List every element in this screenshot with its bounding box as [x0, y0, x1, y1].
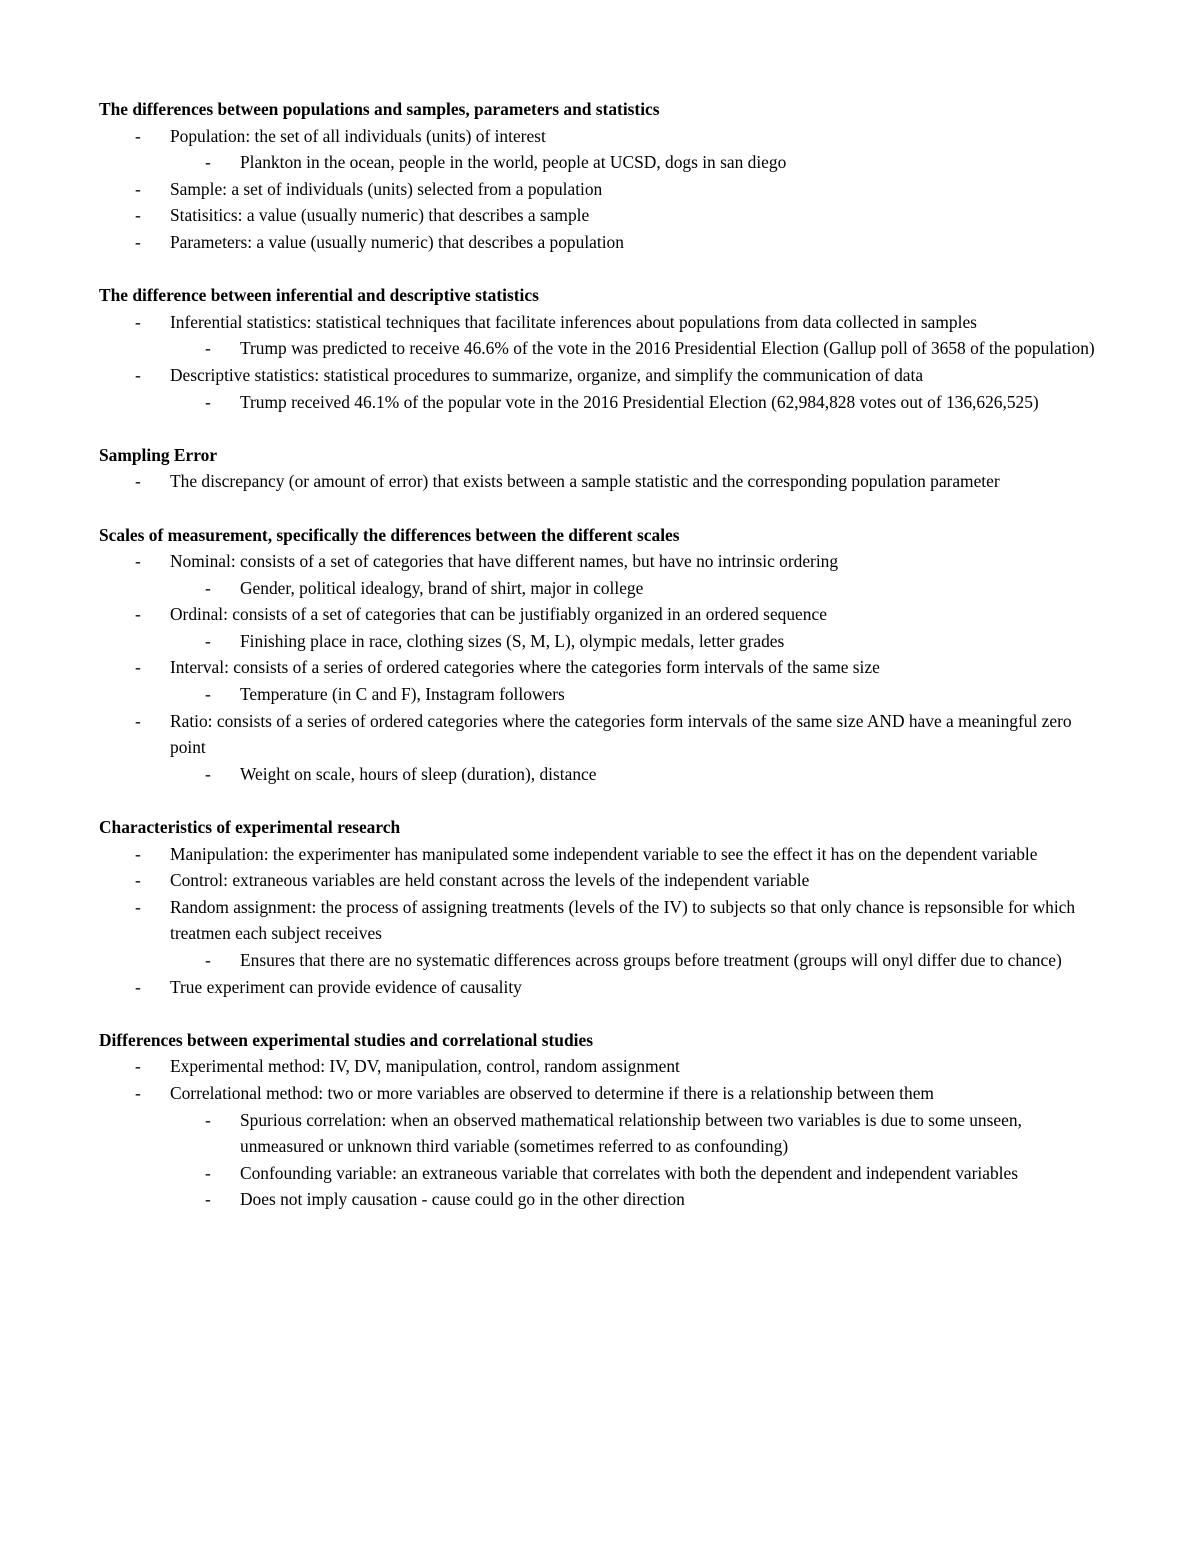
bullet-dash: -: [135, 125, 141, 146]
section: [99, 522, 1109, 788]
bullet-dash: -: [135, 870, 141, 891]
sub-list-item: [99, 149, 1109, 176]
sub-list-item-text: Gender, political idealogy, brand of shirt, major in college: [240, 577, 644, 598]
bullet-dash: -: [135, 178, 141, 199]
list-item: [99, 123, 1109, 176]
sub-list-item: [99, 947, 1109, 974]
sub-bullet-list: [170, 1107, 1109, 1213]
list-item: [99, 229, 1109, 256]
bullet-dash: -: [205, 338, 211, 359]
list-item-text: Population: the set of all individuals (units) of interest: [170, 125, 546, 146]
sub-bullet-list: [170, 761, 1109, 788]
bullet-dash: -: [135, 843, 141, 864]
bullet-dash: -: [205, 577, 211, 598]
section: [99, 282, 1109, 415]
list-item-text: Interval: consists of a series of ordered categories where the categories form intervals of the same size: [170, 657, 880, 678]
list-item: [99, 176, 1109, 203]
sub-list-item-text: Trump received 46.1% of the popular vote in the 2016 Presidential Election (62,984,828 votes out of 136,626,525): [240, 391, 1039, 412]
list-item-text: Experimental method: IV, DV, manipulation, control, random assignment: [170, 1056, 680, 1077]
sub-bullet-list: [170, 575, 1109, 602]
bullet-dash: -: [135, 471, 141, 492]
section-heading: Scales of measurement, specifically the differences between the different scales: [99, 524, 680, 545]
bullet-dash: -: [205, 763, 211, 784]
sub-list-item: [99, 1107, 1109, 1160]
bullet-list: [99, 1053, 1109, 1213]
bullet-dash: -: [205, 1189, 211, 1210]
sub-list-item: [99, 761, 1109, 788]
sub-list-item-text: Finishing place in race, clothing sizes (S, M, L), olympic medals, letter grades: [240, 630, 785, 651]
bullet-dash: -: [205, 1162, 211, 1183]
list-item: [99, 202, 1109, 229]
list-item-text: Ordinal: consists of a set of categories that can be justifiably organized in an ordered sequence: [170, 604, 827, 625]
bullet-dash: -: [135, 205, 141, 226]
bullet-dash: -: [135, 1056, 141, 1077]
section: [99, 814, 1109, 1000]
list-item: [99, 468, 1109, 495]
sub-list-item-text: Ensures that there are no systematic differences across groups before treatment (groups will onyl differ due to chance): [240, 950, 1062, 970]
section: [99, 442, 1109, 495]
sub-list-item: [99, 1160, 1109, 1187]
bullet-dash: -: [205, 391, 211, 412]
list-item: [99, 309, 1109, 362]
sub-list-item: [99, 335, 1109, 362]
bullet-dash: -: [135, 604, 141, 625]
list-item: [99, 548, 1109, 601]
sub-list-item: [99, 681, 1109, 708]
list-item-text: Correlational method: two or more variables are observed to determine if there is a relationship between them: [170, 1082, 934, 1103]
list-item-text: True experiment can provide evidence of causality: [170, 976, 522, 997]
list-item-text: Inferential statistics: statistical techniques that facilitate inferences about populations from data collected in samples: [170, 311, 977, 332]
list-item-text: Control: extraneous variables are held constant across the levels of the independent variable: [170, 870, 810, 891]
list-item-text: The discrepancy (or amount of error) that exists between a sample statistic and the corresponding population parameter: [170, 471, 1000, 492]
bullet-list: [99, 309, 1109, 415]
bullet-list: [99, 548, 1109, 787]
sub-list-item: [99, 389, 1109, 416]
list-item-text: Sample: a set of individuals (units) selected from a population: [170, 178, 603, 199]
bullet-dash: -: [205, 684, 211, 705]
list-item: [99, 894, 1109, 974]
list-item: [99, 841, 1109, 868]
bullet-dash: -: [135, 657, 141, 678]
list-item: [99, 867, 1109, 894]
section: [99, 1027, 1109, 1213]
list-item: [99, 362, 1109, 415]
bullet-dash: -: [205, 152, 211, 173]
list-item: [99, 1080, 1109, 1213]
sub-list-item: [99, 575, 1109, 602]
sub-list-item: [99, 1186, 1109, 1213]
section-heading: Differences between experimental studies and correlational studies: [99, 1029, 593, 1050]
bullet-dash: -: [135, 976, 141, 997]
list-item: [99, 974, 1109, 1001]
list-item-text: Descriptive statistics: statistical procedures to summarize, organize, and simplify the communication of data: [170, 364, 924, 385]
sub-list-item-text: Trump was predicted to receive 46.6% of the vote in the 2016 Presidential Election (Gallup poll of 3658 of the population): [240, 338, 1095, 359]
section-heading: Characteristics of experimental research: [99, 817, 401, 838]
bullet-dash: -: [205, 1109, 211, 1130]
sub-bullet-list: [170, 628, 1109, 655]
sub-list-item-text: Spurious correlation: when an observed mathematical relationship between two variables is due to some unseen, unmeasured or unknown third variable (sometimes referred to as confounding): [240, 1109, 1022, 1157]
sub-list-item-text: Confounding variable: an extraneous variable that correlates with both the dependent and independent variables: [240, 1162, 1018, 1183]
list-item: [99, 708, 1109, 788]
bullet-dash: -: [135, 710, 141, 731]
sub-bullet-list: [170, 389, 1109, 416]
sub-list-item-text: Plankton in the ocean, people in the world, people at UCSD, dogs in san diego: [240, 152, 787, 173]
list-item: [99, 1053, 1109, 1080]
list-item-text: Parameters: a value (usually numeric) that describes a population: [170, 231, 624, 252]
bullet-list: [99, 841, 1109, 1001]
bullet-list: [99, 468, 1109, 495]
bullet-dash: -: [135, 364, 141, 385]
list-item-text: Random assignment: the process of assigning treatments (levels of the IV) to subjects so that only chance is repsonsible for which treatmen each subject receives: [170, 896, 1076, 944]
section: [99, 96, 1109, 256]
list-item-text: Statisitics: a value (usually numeric) that describes a sample: [170, 205, 590, 226]
section-heading: Sampling Error: [99, 444, 218, 465]
list-item: [99, 601, 1109, 654]
document-page: [99, 96, 1109, 1240]
bullet-dash: -: [135, 551, 141, 572]
bullet-dash: -: [205, 630, 211, 651]
bullet-dash: -: [135, 896, 141, 917]
list-item-text: Manipulation: the experimenter has manipulated some independent variable to see the effect it has on the dependent variable: [170, 843, 1038, 864]
bullet-dash: -: [135, 1082, 141, 1103]
sub-bullet-list: [170, 335, 1109, 362]
bullet-dash: -: [205, 950, 211, 970]
section-heading: The difference between inferential and descriptive statistics: [99, 285, 539, 306]
bullet-list: [99, 123, 1109, 256]
sub-bullet-list: [170, 681, 1109, 708]
sub-list-item: [99, 628, 1109, 655]
sub-list-item-text: Weight on scale, hours of sleep (duration), distance: [240, 763, 597, 784]
list-item-text: Nominal: consists of a set of categories that have different names, but have no intrinsic ordering: [170, 551, 839, 572]
sub-list-item-text: Does not imply causation - cause could go in the other direction: [240, 1189, 685, 1210]
section-heading: The differences between populations and samples, parameters and statistics: [99, 99, 660, 119]
bullet-dash: -: [135, 231, 141, 252]
list-item-text: Ratio: consists of a series of ordered categories where the categories form intervals of the same size AND have a meaningful zero point: [170, 710, 1072, 758]
sub-bullet-list: [170, 947, 1109, 974]
sub-list-item-text: Temperature (in C and F), Instagram followers: [240, 684, 565, 705]
sub-bullet-list: [170, 149, 1109, 176]
list-item: [99, 654, 1109, 707]
bullet-dash: -: [135, 311, 141, 332]
